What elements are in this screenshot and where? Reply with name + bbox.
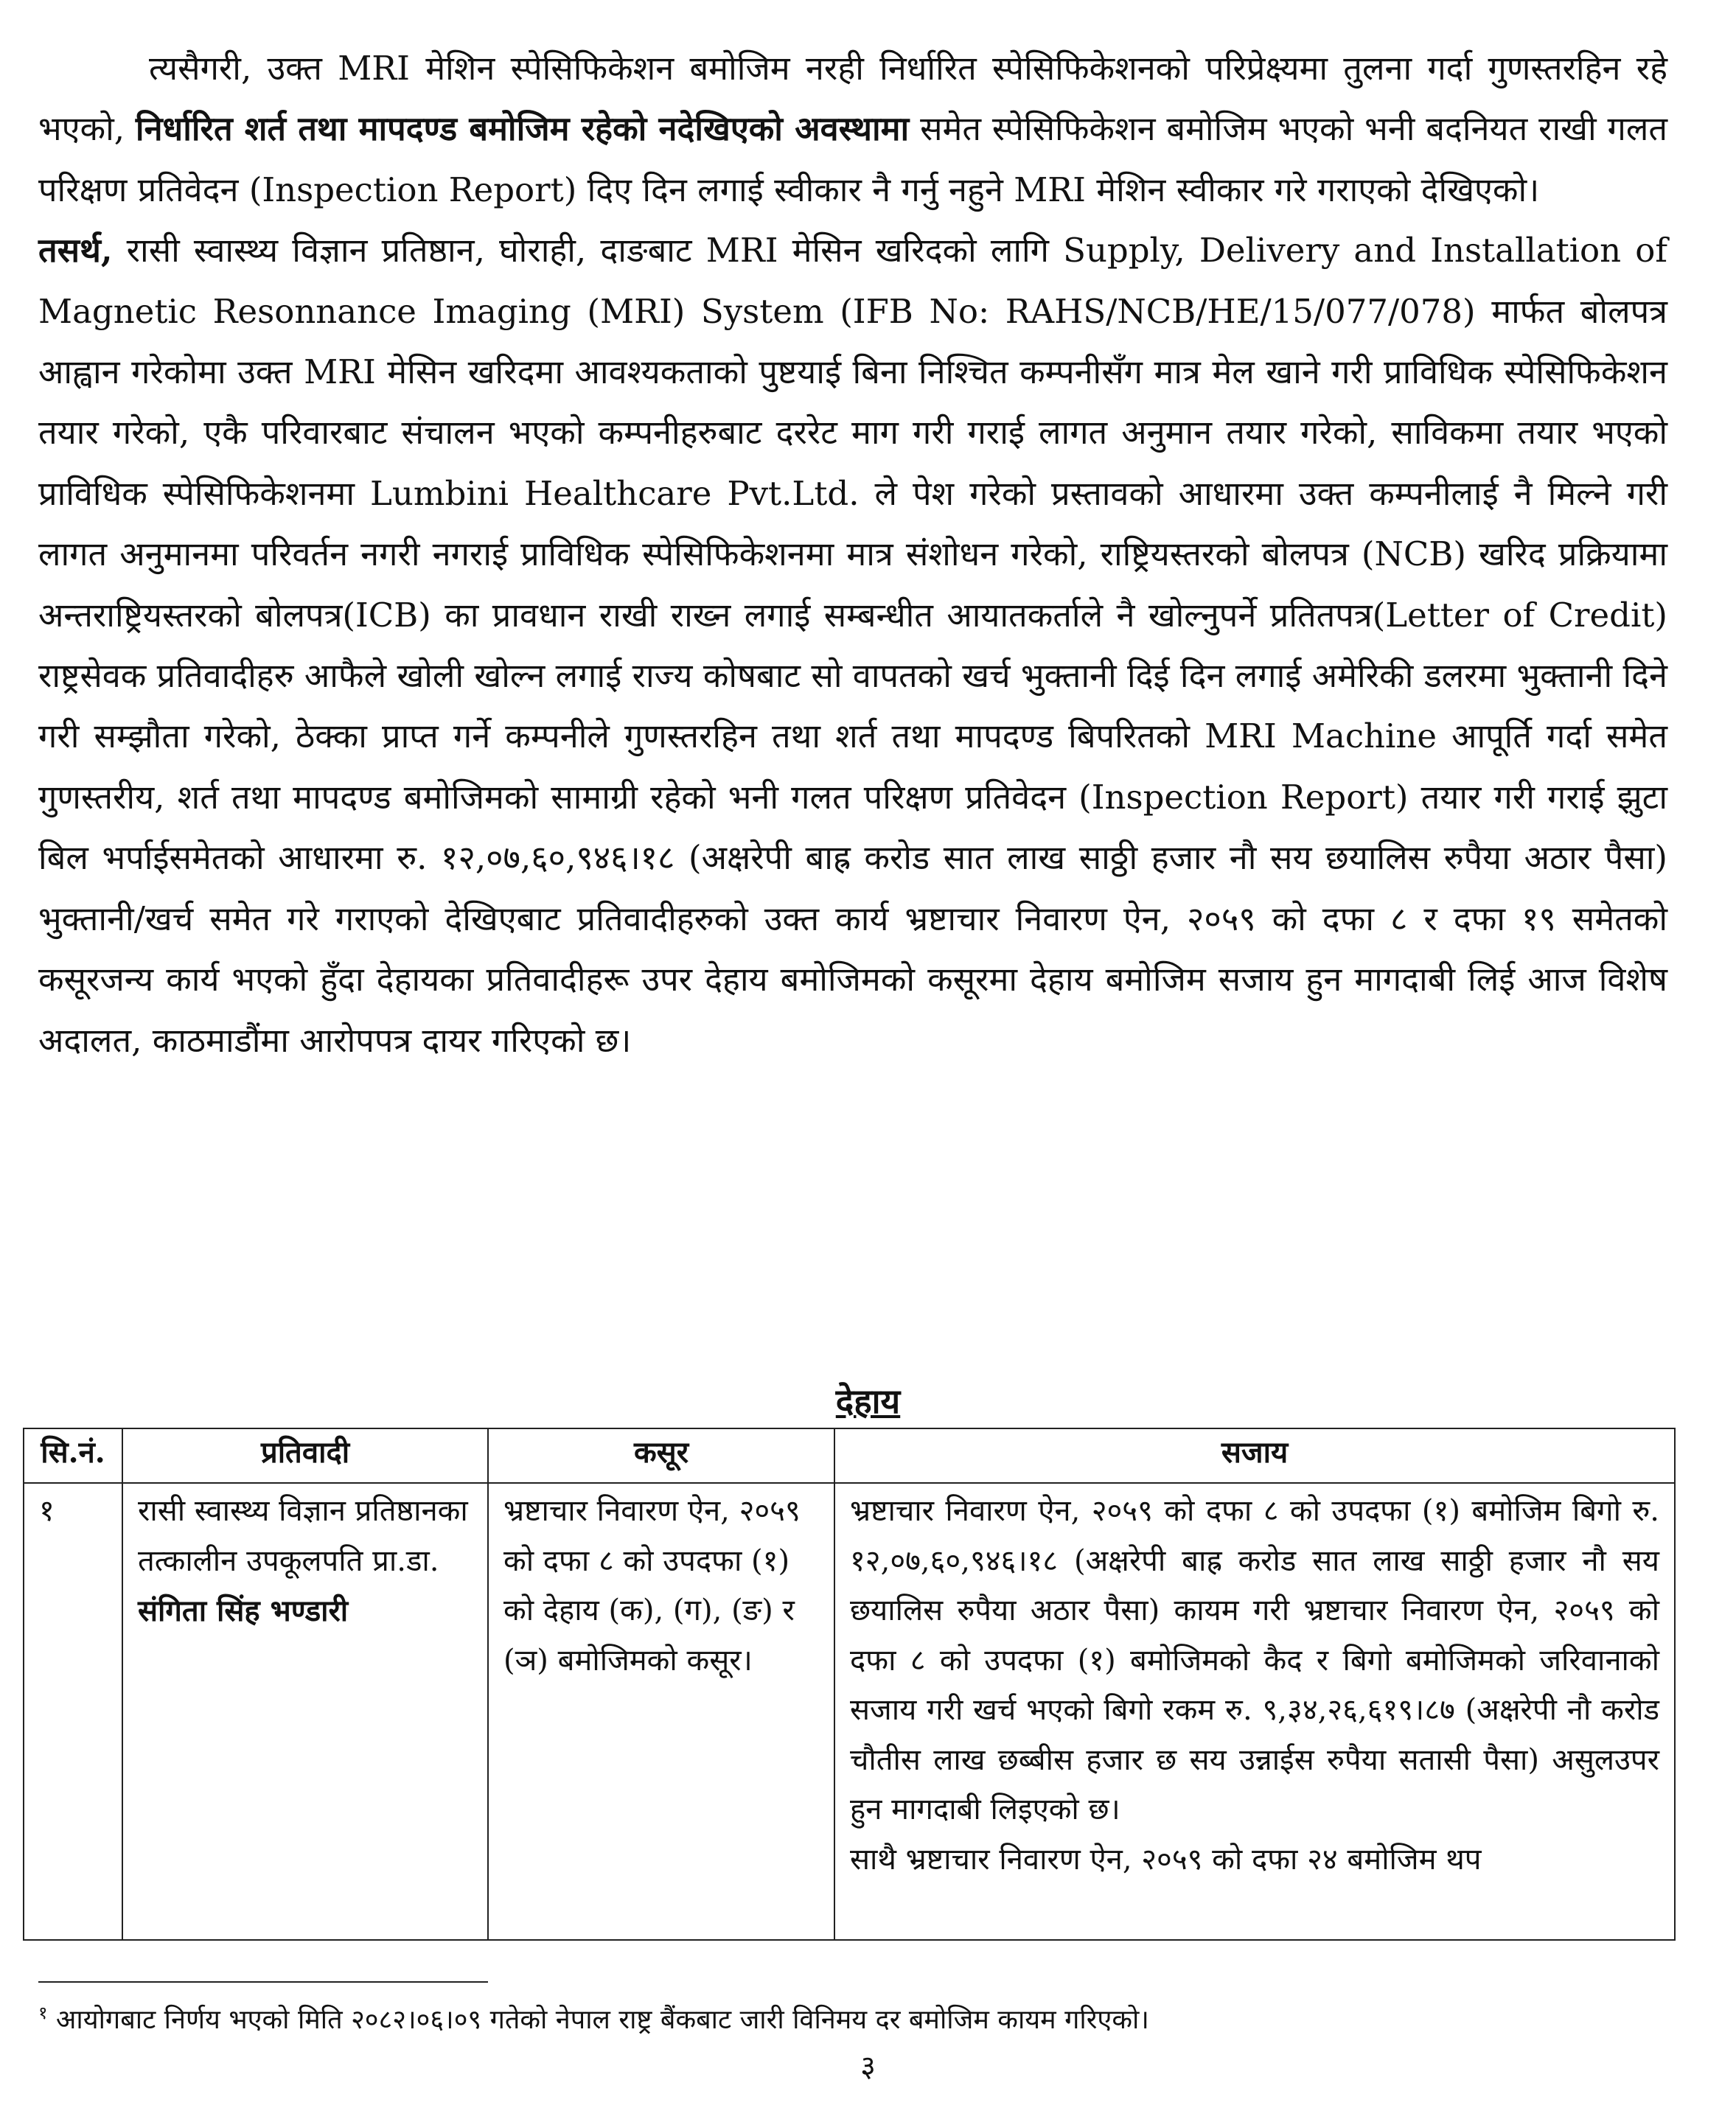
footnote-divider [38,1981,488,1983]
paragraph-1-bold-phrase: निर्धारित शर्त तथा मापदण्ड बमोजिम रहेको नदेखिएको अवस्थामा [135,109,910,149]
paragraph-1-text-a: त्यसैगरी, उक्त MRI मेशिन स्पेसिफिकेशन बमोजिम नरही निर्धारित स्पेसिफिकेशनको परिप्रेक्ष्यमा तुलना गर्दा गुणस्तरहिन रहे भएको, [38,49,1667,149]
defendant-table [23,1428,1676,1941]
punishment-extra: साथै भ्रष्टाचार निवारण ऐन, २०५९ को दफा २४ बमोजिम थप [850,1842,1482,1877]
paragraph-2 [38,220,1667,1071]
cell-defendant [122,1483,488,1940]
footnote [38,1994,1149,2039]
paragraph-2-bold-lead: तसर्थ, [38,231,113,271]
table-row [24,1483,1675,1940]
footnote-text: आयोगबाट निर्णय भएको मिति २०८२।०६।०९ गतेको नेपाल राष्ट्र बैंकबाट जारी विनिमय दर बमोजिम कायम गरिएको। [47,2005,1149,2035]
cell-offense: भ्रष्टाचार निवारण ऐन, २०५९ को दफा ८ को उपदफा (१) को देहाय (क), (ग), (ङ) र (ञ) बमोजिमको कसूर। [488,1483,834,1940]
cell-punishment [834,1483,1675,1940]
paragraph-2-text: रासी स्वास्थ्य विज्ञान प्रतिष्ठान, घोराही, दाङबाट MRI मेसिन खरिदको लागि Supply, Delivery and Installation of Magnetic Resonnance Imaging (MRI) System (IFB No: RAHS/NCB/HE/15/077/078) मार्फत बोलपत्र आह्वान गरेकोमा उक्त MRI मेसिन खरिदमा आवश्यकताको पुष्टयाई बिना निश्चित कम्पनीसँग मात्र मेल खाने गरी प्राविधिक स्पेसिफिकेशन तयार गरेको, एकै परिवारबाट संचालन भएको कम्पनीहरुबाट दररेट माग गरी गराई लागत अनुमान तयार गरेको, साविकमा तयार भएको प्राविधिक स्पेसिफिकेशनमा Lumbini Healthcare Pvt.Ltd. ले पेश गरेको प्रस्तावको आधारमा उक्त कम्पनीलाई नै मिल्ने गरी लागत अनुमानमा परिवर्तन नगरी नगराई प्राविधिक स्पेसिफिकेशनमा मात्र संशोधन गरेको, राष्ट्रियस्तरको बोलपत्र (NCB) खरिद प्रक्रियामा अन्तराष्ट्रियस्तरको बोलपत्र(ICB) का प्रावधान राखी राख्न लगाई सम्बन्धीत आयातकर्ताले नै खोल्नुपर्ने प्रतितपत्र(Letter of Credit) राष्ट्रसेवक प्रतिवादीहरु आफैले खोली खोल्न लगाई राज्य कोषबाट सो वापतको खर्च भुक्तानी दिई दिन लगाई अमेरिकी डलरमा भुक्तानी दिने गरी सम्झौता गरेको, ठेक्का प्राप्त गर्ने कम्पनीले गुणस्तरहिन तथा शर्त तथा मापदण्ड बिपरितको MRI Machine आपूर्ति गर्दा समेत गुणस्तरीय, शर्त तथा मापदण्ड बमोजिमको सामाग्री रहेको भनी गलत परिक्षण प्रतिवेदन (Inspection Report) तयार गरी गराई झुटा बिल भर्पाईसमेतको आधारमा रु. १२,०७,६०,९४६।१८ (अक्षरेपी बाह्र करोड सात लाख साठ्ठी हजार नौ सय छयालिस रुपैया अठार पैसा) भुक्तानी/खर्च समेत गरे गराएको देखिएबाट प्रतिवादीहरुको उक्त कार्य भ्रष्टाचार निवारण ऐन, २०५९ को दफा ८ र दफा १९ समेतको कसूरजन्य कार्य भएको हुँदा देहायका प्रतिवादीहरू उपर देहाय बमोजिमको कसूरमा देहाय बमोजिम सजाय हुन मागदाबी लिई आज विशेष अदालत, काठमाडौंमा आरोपपत्र दायर गरिएको छ। [38,231,1667,1060]
punishment-text: भ्रष्टाचार निवारण ऐन, २०५९ को दफा ८ को उपदफा (१) बमोजिम बिगो रु. १२,०७,६०,९४६।१८ (अक्षरेपी बाह्र करोड सात लाख साठ्ठी हजार नौ सय छयालिस रुपैया अठार पैसा) कायम गरी भ्रष्टाचार निवारण ऐन, २०५९ को दफा ८ को उपदफा (१) बमोजिमको कैद र बिगो बमोजिमको जरिवानाको सजाय गरी खर्च भएको बिगो रकम रु. ९,३४,२६,६१९।८७ (अक्षरेपी नौ करोड चौतीस लाख छब्बीस हजार छ सय उन्नाईस रुपैया सतासी पैसा) असुलउपर हुन मागदाबी लिइएको छ। [850,1494,1659,1826]
document-body [38,38,1667,1071]
footnote-marker: १ [38,2003,48,2023]
table-heading: देहाय [835,1381,901,1421]
paragraph-1-text-b: समेत स्पेसिफिकेशन बमोजिम भएको भनी बदनियत राखी गलत परिक्षण प्रतिवेदन (Inspection Report) दिए दिन लगाई स्वीकार नै गर्नु नहुने MRI मेशिन स्वीकार गरे गराएको देखिएको। [38,109,1668,209]
defendant-name: संगिता सिंह भण्डारी [138,1594,349,1628]
page-number: ३ [860,2050,876,2084]
header-defendant: प्रतिवादी [122,1428,488,1483]
table-heading-wrap [0,1378,1736,1424]
header-punishment: सजाय [834,1428,1675,1483]
paragraph-1 [38,38,1667,220]
defendant-description: रासी स्वास्थ्य विज्ञान प्रतिष्ठानका तत्कालीन उपकूलपति प्रा.डा. [138,1494,468,1578]
cell-serial: १ [24,1483,122,1940]
table-header-row [24,1428,1675,1483]
header-serial: सि.नं. [24,1428,122,1483]
header-offense: कसूर [488,1428,834,1483]
